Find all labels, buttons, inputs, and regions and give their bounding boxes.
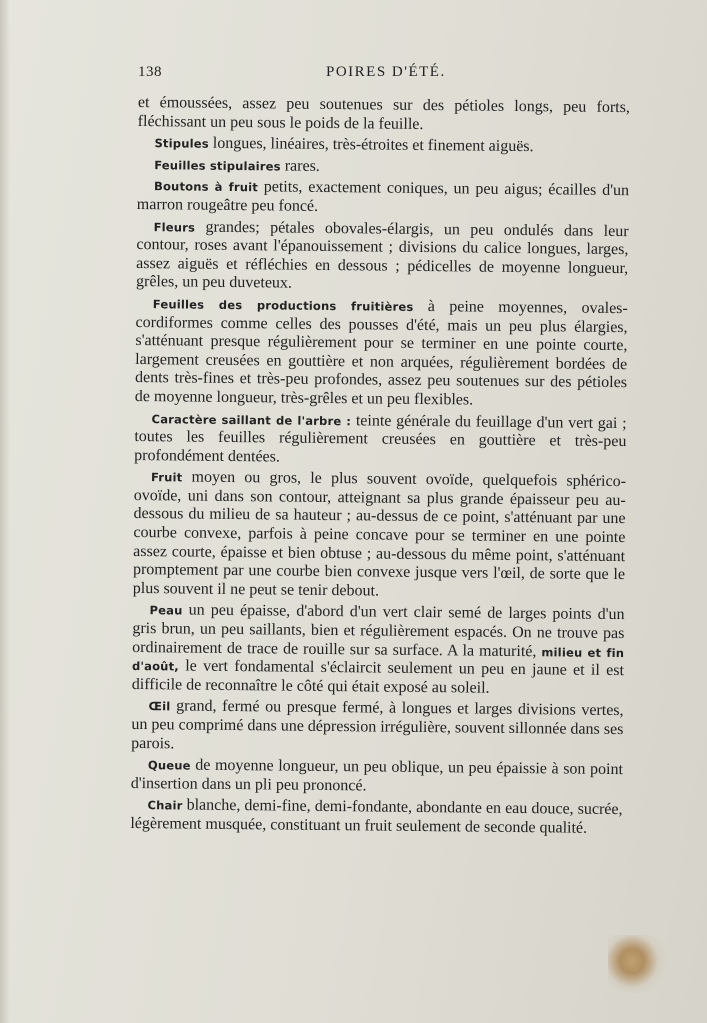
term-caractere-saillant: Caractère saillant de l'arbre : bbox=[151, 411, 352, 428]
paragraph-text: rares. bbox=[280, 157, 320, 175]
paragraph-text: un peu épaisse, d'abord d'un vert clair semé de larges points d'un gris brun, un peu saillants, bien et régulièrement espacés. On ne trouve pas ordinairement de trace de rouille sur sa surface. A la maturité, bbox=[132, 601, 625, 660]
paragraph-caractere bbox=[134, 409, 627, 470]
paragraph-oeil bbox=[131, 697, 624, 758]
term-queue: Queue bbox=[147, 758, 191, 773]
paragraph-text: le vert fondamental s'éclaircit seulement un peu en jaune et il est difficile de reconnaître le côté qui était exposé au soleil. bbox=[131, 657, 625, 697]
paragraph-feuilles-productions bbox=[135, 295, 628, 412]
term-peau: Peau bbox=[149, 603, 183, 618]
body-text bbox=[130, 94, 630, 842]
paragraph-text: blanche, demi-fine, demi-fondante, abondante en eau douce, sucrée, légèrement musquée, constituant un fruit seulement de seconde qualité. bbox=[130, 796, 623, 837]
term-fruit: Fruit bbox=[150, 470, 183, 485]
page-number: 138 bbox=[138, 64, 162, 80]
term-chair: Chair bbox=[147, 798, 183, 813]
paragraph-text: de moyenne longueur, un peu oblique, un peu épaissie à son point d'insertion dans un pli peu prononcé. bbox=[130, 756, 624, 795]
paragraph-text: longues, linéaires, très-étroites et finement aiguës. bbox=[208, 134, 534, 156]
paragraph-text: petits, exactement coniques, un peu aigus; écailles d'un marron rougeâtre peu foncé. bbox=[136, 178, 630, 215]
term-fleurs: Fleurs bbox=[153, 219, 196, 235]
paragraph-text: et émoussées, assez peu soutenues sur des pétioles longs, peu forts, fléchissant un peu sous le poids de la feuille. bbox=[137, 94, 630, 133]
paragraph-boutons bbox=[137, 177, 629, 219]
paragraph-text: à peine moyennes, ovales-cordiformes comme celles des pousses d'été, mais un peu plus élargies, s'atténuant presque régulièrement pour se terminer en une pointe courte, largement creusées en gouttière et non arquées, régulièrement bordées de dents très-fines et très-peu profondes, assez peu soutenues sur des pétioles de moyenne longueur, très-grêles et un peu flexibles. bbox=[134, 297, 628, 409]
paragraph-text: grandes; pétales obovales-élargis, un peu ondulés dans leur contour, roses avant l'épanouissement ; divisions du calice longues, larges, assez aiguës et réfléchies en dessous ; pédicelles de moyenne longueur, grêles, un peu duveteux. bbox=[135, 218, 629, 292]
page-edge-shadow bbox=[0, 0, 10, 1023]
term-stipules: Stipules bbox=[154, 136, 209, 151]
term-oeil: Œil bbox=[148, 699, 171, 714]
paragraph-fruit bbox=[133, 468, 626, 603]
running-title: POIRES D'ÉTÉ. bbox=[326, 64, 446, 80]
paragraph-peau bbox=[132, 601, 625, 699]
term-milieu-fin-aout: milieu et fin d'août, bbox=[131, 644, 625, 674]
paragraph-continuation bbox=[138, 94, 630, 136]
paragraph-text: moyen ou gros, le plus souvent ovoïde, quelquefois sphérico-ovoïde, uni dans son contour, atteignant sa plus grande épaisseur peu au-dessous du milieu de sa hauteur ; au-dessus de ce point, s'atténuant par une courbe convexe, parfois à peine concave pour se terminer en une pointe assez courte, épaisse et bien obtuse ; au-dessous du même point, s'atténuant promptement par une courbe bien convexe jusque vers l'œil, de sorte que le plus souvent il ne peut se tenir debout. bbox=[132, 468, 627, 600]
page-header bbox=[138, 64, 638, 88]
term-boutons-a-fruit: Boutons à fruit bbox=[153, 179, 259, 195]
term-feuilles-productions: Feuilles des productions fruitières bbox=[152, 297, 414, 314]
paragraph-queue bbox=[131, 756, 623, 798]
paper-stain bbox=[608, 935, 668, 993]
term-feuilles-stipulaires: Feuilles stipulaires bbox=[154, 157, 281, 174]
paragraph-text: teinte générale du feuillage d'un vert gai ; toutes les feuilles régulièrement creusées en gouttière et très-peu profondément dentées. bbox=[134, 411, 627, 466]
paragraph-chair bbox=[130, 796, 622, 838]
paragraph-feuilles-stipulaires bbox=[137, 156, 629, 180]
paragraph-stipules bbox=[137, 134, 629, 158]
paragraph-fleurs bbox=[136, 218, 629, 298]
paragraph-text: grand, fermé ou presque fermé, à longues et larges divisions vertes, un peu comprimé dans une dépression irrégulière, souvent sillonnée dans ses parois. bbox=[131, 697, 624, 753]
